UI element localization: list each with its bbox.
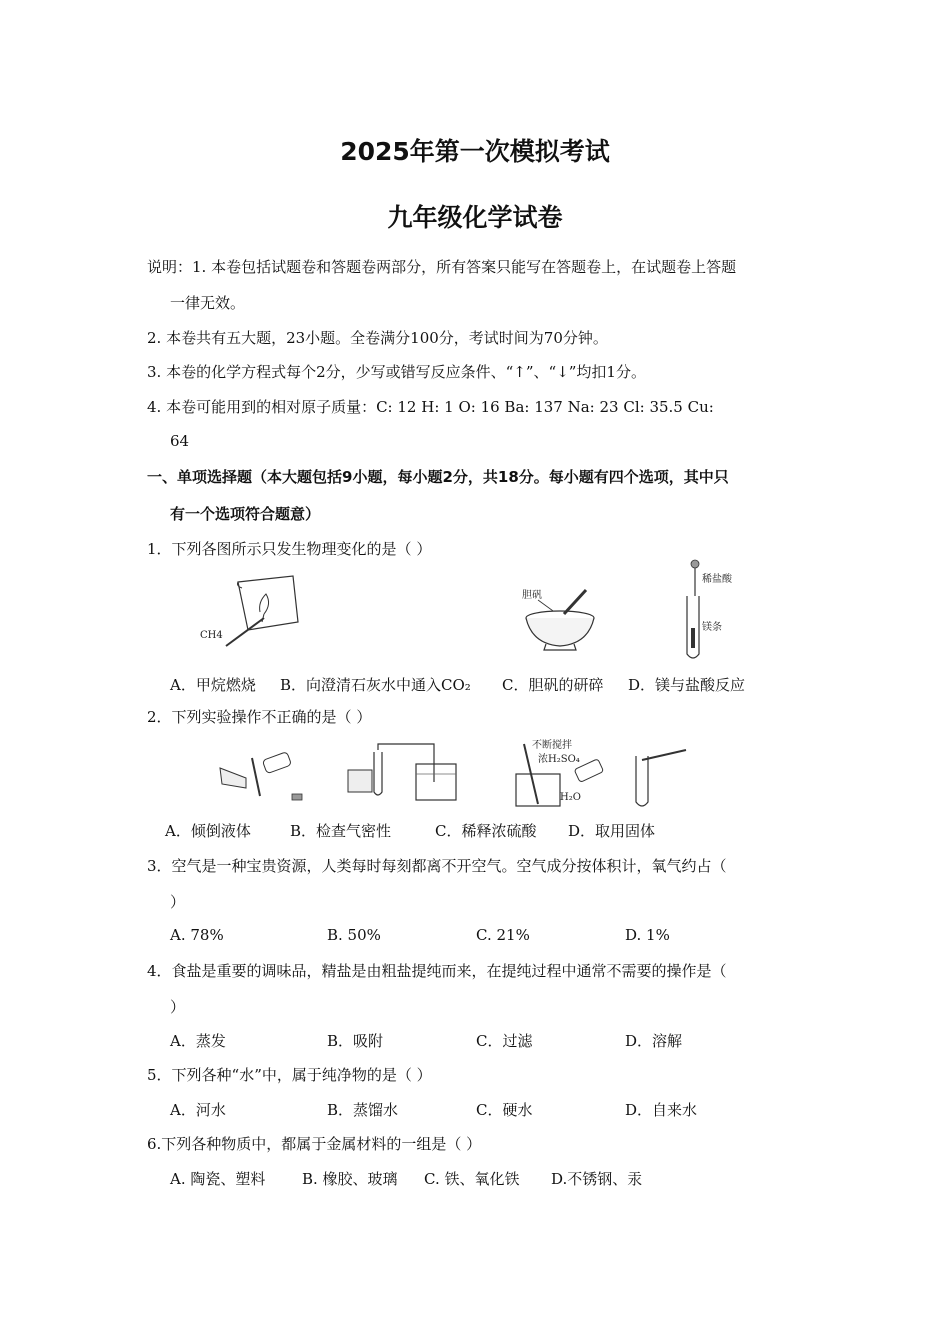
q4-option-a[interactable]: A．蒸发: [170, 1032, 226, 1050]
q2-stir-label: 不断搅拌: [532, 740, 572, 751]
note-4-cont: 64: [170, 432, 190, 450]
q1-option-d[interactable]: D．镁与盐酸反应: [628, 676, 746, 694]
q3-stem: 3．空气是一种宝贵资源，人类每时每刻都离不开空气。空气成分按体积计，氧气约占（: [147, 857, 727, 875]
q6-option-b[interactable]: B. 橡胶、玻璃: [302, 1170, 398, 1188]
q3-stem-cont: ）: [170, 893, 186, 911]
q6-option-a[interactable]: A. 陶瓷、塑料: [170, 1170, 266, 1188]
q3-option-c[interactable]: C. 21%: [476, 926, 530, 944]
q2-option-b[interactable]: B．检查气密性: [290, 822, 392, 840]
q1-stem: 1．下列各图所示只发生物理变化的是（ ）: [147, 540, 432, 558]
q1-option-a[interactable]: A．甲烷燃烧: [170, 676, 256, 694]
note-4: 4. 本卷可能用到的相对原子质量：C: 12 H: 1 O: 16 Ba: 137 Na: 23 Cl: 35.5 Cu:: [147, 398, 714, 416]
q2-fig-d-solid: [632, 746, 692, 812]
note-2: 2. 本卷共有五大题，23小题。全卷满分100分，考试时间为70分钟。: [147, 329, 608, 347]
q6-stem: 6.下列各种物质中，都属于金属材料的一组是（ ）: [147, 1135, 482, 1153]
q2-water-label: H₂O: [560, 792, 581, 803]
note-1: 说明：1. 本卷包括试题卷和答题卷两部分，所有答案只能写在答题卷上，在试题卷上答题: [147, 258, 737, 276]
q3-option-b[interactable]: B. 50%: [327, 926, 381, 944]
q6-option-c[interactable]: C. 铁、氧化铁: [424, 1170, 520, 1188]
section-1-heading: 一、单项选择题（本大题包括9小题，每小题2分，共18分。每小题有四个选项，其中只: [147, 468, 729, 486]
note-1-cont: 一律无效。: [170, 294, 246, 312]
q4-option-d[interactable]: D．溶解: [625, 1032, 683, 1050]
q2-stem: 2．下列实验操作不正确的是（ ）: [147, 708, 372, 726]
q1-option-b[interactable]: B．向澄清石灰水中通入CO₂: [280, 676, 471, 694]
q4-option-b[interactable]: B．吸附: [327, 1032, 384, 1050]
q2-option-a[interactable]: A．倾倒液体: [165, 822, 251, 840]
q1-ch4-label: CH4: [200, 630, 223, 641]
q1-fig-a-methane: [198, 572, 308, 652]
exam-subtitle: 九年级化学试卷: [387, 203, 563, 232]
q2-fig-c-dilute: [510, 738, 610, 812]
q1-xiyansuan-label: 稀盐酸: [702, 574, 732, 585]
q4-stem-cont: ）: [170, 998, 186, 1016]
q3-option-a[interactable]: A. 78%: [170, 926, 224, 944]
q6-option-d[interactable]: D.不锈钢、汞: [551, 1170, 643, 1188]
q1-meitiao-label: 镁条: [702, 622, 722, 633]
q2-acid-label: 浓H₂SO₄: [538, 754, 580, 765]
q2-option-c[interactable]: C．稀释浓硫酸: [435, 822, 537, 840]
q2-option-d[interactable]: D．取用固体: [568, 822, 656, 840]
q5-option-d[interactable]: D．自来水: [625, 1101, 698, 1119]
q5-option-c[interactable]: C．硬水: [476, 1101, 533, 1119]
q2-fig-b-airtight: [344, 742, 464, 808]
q3-option-d[interactable]: D. 1%: [625, 926, 670, 944]
exam-title: 2025年第一次模拟考试: [340, 137, 610, 166]
q5-stem: 5．下列各种“水”中，属于纯净物的是（ ）: [147, 1066, 432, 1084]
q1-fig-c-mortar: [518, 584, 598, 654]
q1-fig-d-magnesium: [660, 556, 750, 666]
q5-option-a[interactable]: A．河水: [170, 1101, 226, 1119]
q4-stem: 4．食盐是重要的调味品，精盐是由粗盐提纯而来，在提纯过程中通常不需要的操作是（: [147, 962, 727, 980]
q2-fig-a-pouring: [216, 748, 306, 808]
note-3: 3. 本卷的化学方程式每个2分，少写或错写反应条件、“↑”、“↓”均扣1分。: [147, 363, 646, 381]
q1-option-c[interactable]: C．胆矾的研碎: [502, 676, 604, 694]
q1-danfan-label: 胆矾: [522, 590, 542, 601]
section-1-heading-cont: 有一个选项符合题意）: [170, 505, 321, 523]
q4-option-c[interactable]: C．过滤: [476, 1032, 533, 1050]
q5-option-b[interactable]: B．蒸馏水: [327, 1101, 399, 1119]
